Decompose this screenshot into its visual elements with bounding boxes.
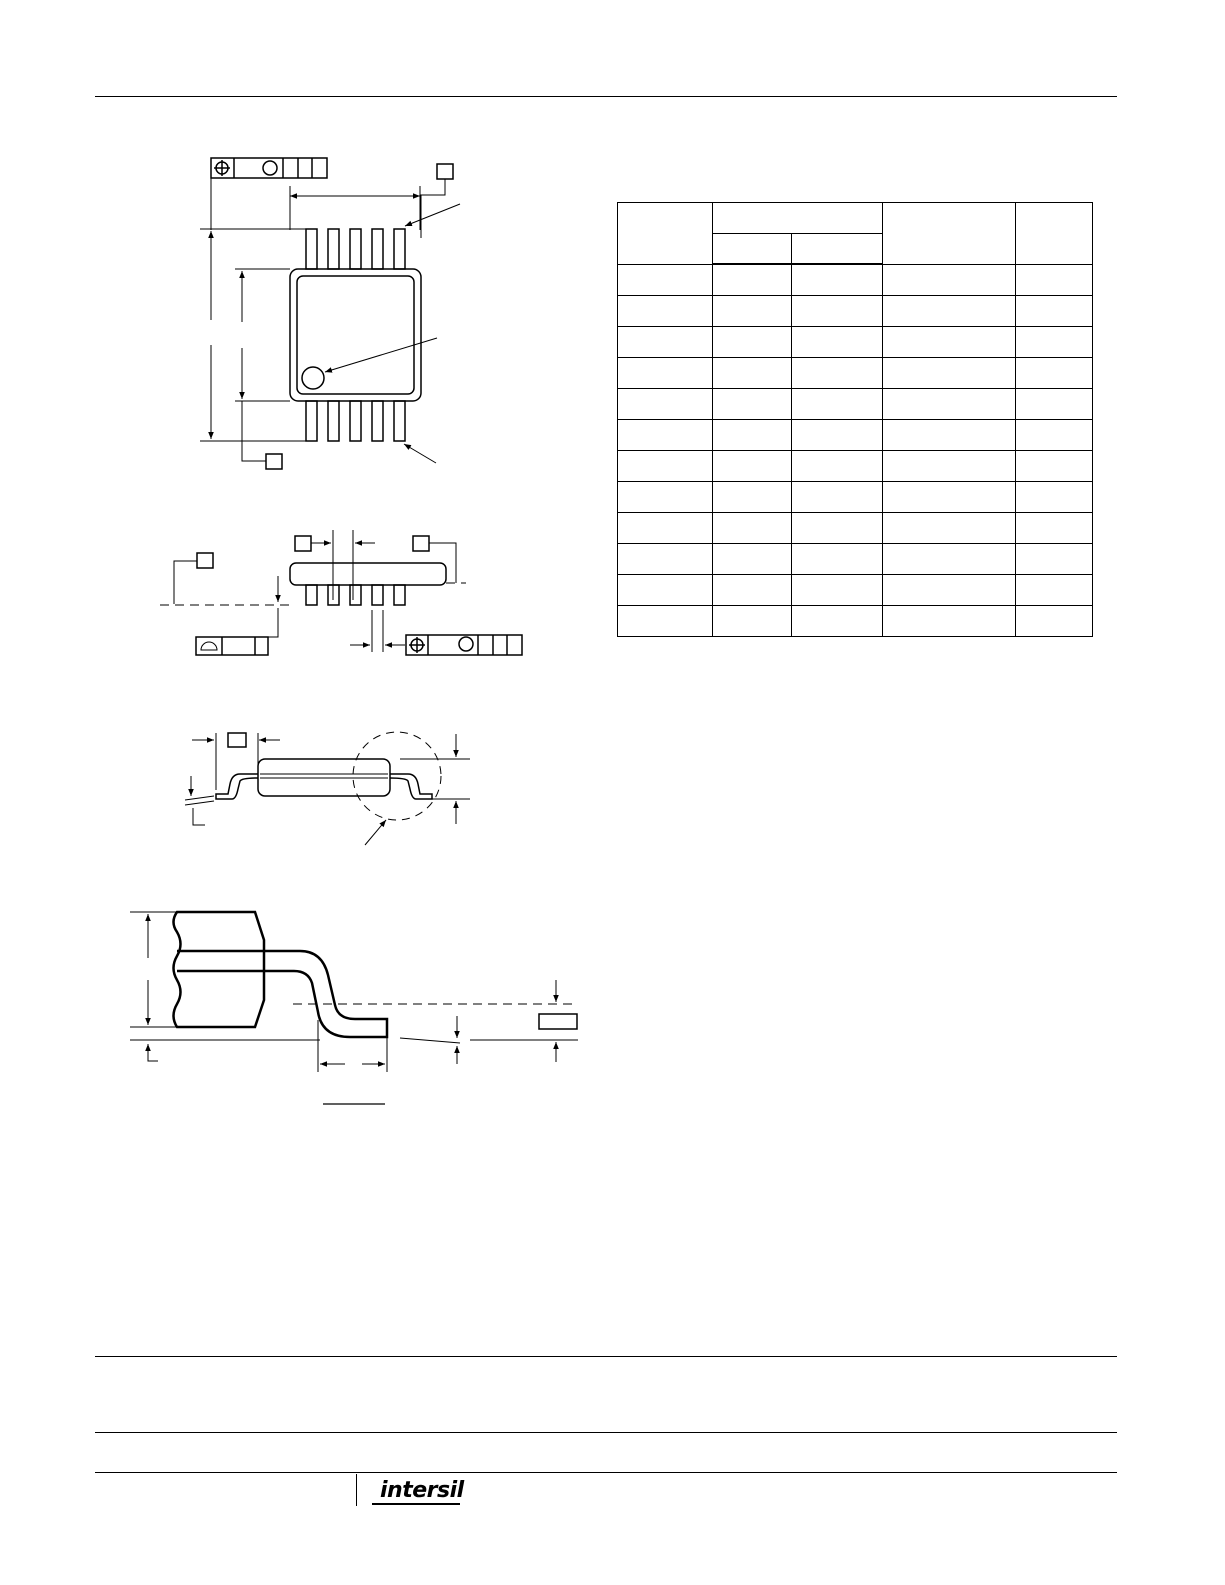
logo-underline — [372, 1503, 460, 1505]
end-view — [185, 732, 470, 845]
detail-body-section — [174, 912, 265, 1027]
footer-rule-3 — [95, 1472, 1117, 1473]
detail-view — [130, 912, 578, 1104]
table-header-cell — [618, 203, 713, 265]
intersil-logo: intersil — [380, 1478, 464, 1503]
detail-lead — [177, 951, 387, 1037]
table-row — [618, 544, 1093, 575]
footer-rule-2 — [95, 1432, 1117, 1433]
side-view — [160, 530, 522, 655]
package-body-side-view — [290, 563, 446, 585]
flatness-control-frame — [196, 637, 268, 655]
package-body-top-view — [290, 269, 421, 401]
datum-box-end — [228, 733, 246, 747]
table-header-cell — [713, 234, 792, 265]
table-row — [618, 358, 1093, 389]
table-header-cell — [713, 203, 883, 234]
footer-rule-1 — [95, 1356, 1117, 1357]
table-row — [618, 264, 1093, 296]
table-header-cell — [792, 234, 883, 265]
footer-divider — [356, 1474, 357, 1506]
top-leads — [306, 229, 405, 269]
bottom-leads — [306, 401, 405, 441]
top-view — [200, 158, 460, 469]
table-header-cell — [883, 203, 1016, 265]
table-row — [618, 482, 1093, 513]
gauge-plane-box — [539, 1014, 577, 1029]
table-row — [618, 513, 1093, 544]
table-row — [618, 420, 1093, 451]
table-row — [618, 451, 1093, 482]
dimension-table — [617, 202, 1093, 637]
pin-one-indicator — [302, 367, 324, 389]
datum-box-bottom-left — [266, 454, 282, 469]
table-header-cell — [1016, 203, 1093, 265]
datum-box-side-a — [295, 536, 311, 551]
table-row — [618, 606, 1093, 637]
datum-box-top-right — [437, 164, 453, 179]
feature-control-frame-top — [211, 158, 327, 178]
table-row — [618, 575, 1093, 606]
detail-callout-circle — [353, 732, 441, 820]
table-row — [618, 296, 1093, 327]
table-row — [618, 389, 1093, 420]
datum-box-side-c — [197, 553, 213, 568]
table-row — [618, 327, 1093, 358]
datum-box-side-b — [413, 536, 429, 551]
feature-control-frame-side — [406, 635, 522, 655]
